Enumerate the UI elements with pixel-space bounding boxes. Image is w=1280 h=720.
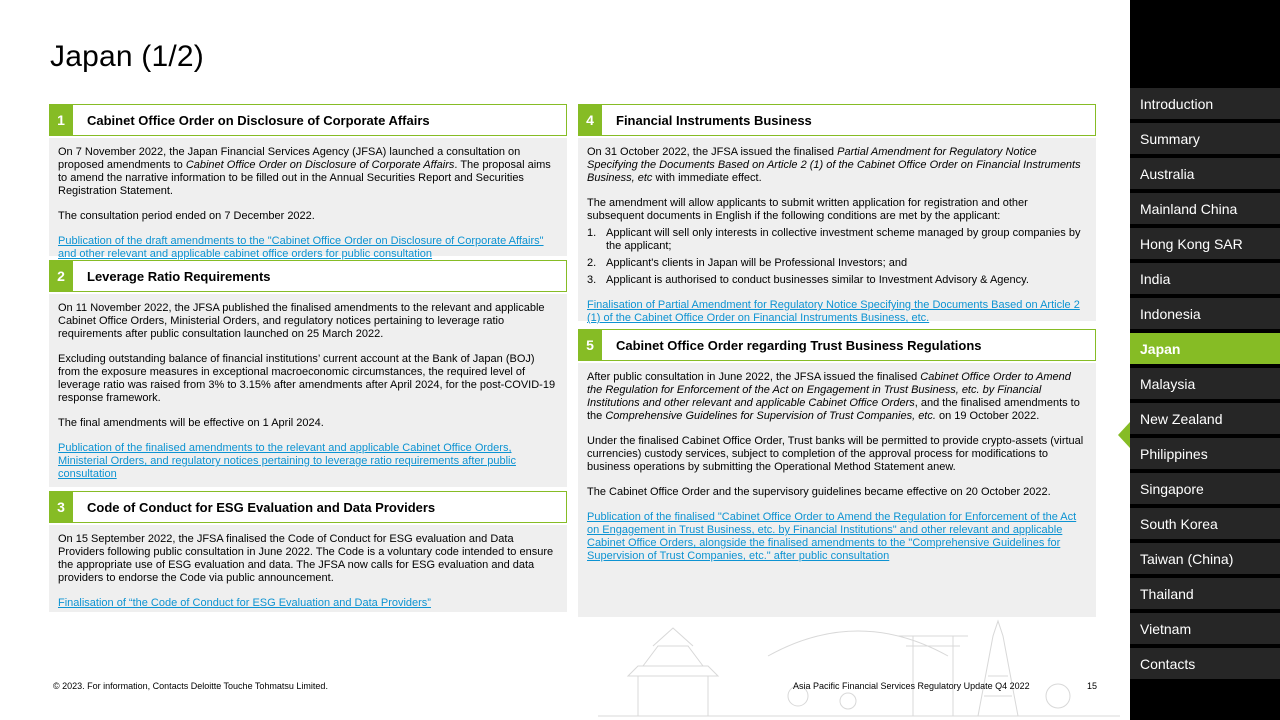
nav-item-thailand[interactable]: Thailand (1130, 578, 1280, 609)
section-2-link[interactable]: Publication of the finalised amendments to the relevant and applicable Cabinet Office Orders, Ministerial Orders, and regulatory notices pertaining to leverage ratio requirements after public consultation (58, 442, 516, 480)
nav-item-mainland-china[interactable]: Mainland China (1130, 193, 1280, 224)
sidebar-nav (1130, 88, 1280, 683)
nav-item-india[interactable]: India (1130, 263, 1280, 294)
right-column (578, 104, 1096, 617)
nav-item-new-zealand[interactable]: New Zealand (1130, 403, 1280, 434)
nav-item-malaysia[interactable]: Malaysia (1130, 368, 1280, 399)
nav-item-indonesia[interactable]: Indonesia (1130, 298, 1280, 329)
section-2-title: Leverage Ratio Requirements (87, 268, 271, 284)
section-2-number: 2 (49, 261, 73, 292)
nav-item-hong-kong-sar[interactable]: Hong Kong SAR (1130, 228, 1280, 259)
section-1-paragraph: On 7 November 2022, the Japan Financial Services Agency (JFSA) launched a consultation on proposed amendments to Cabinet Office Order on Disclosure of Corporate Affairs. The proposal aims to amend the narrative information to be filled out in the Annual Securities Report and Securities Registration Statement. (58, 146, 551, 197)
section-3-title: Code of Conduct for ESG Evaluation and Data Providers (87, 499, 436, 515)
section-2-paragraph: On 11 November 2022, the JFSA published the finalised amendments to the relevant and applicable Cabinet Office Orders, Ministerial Orders, and regulatory notices pertaining to leverage ratio requirements after public consultation launched on 25 March 2022. (58, 302, 545, 340)
left-column (49, 104, 567, 612)
nav-item-contacts[interactable]: Contacts (1130, 648, 1280, 679)
nav-item-summary[interactable]: Summary (1130, 123, 1280, 154)
section-5-paragraph: After public consultation in June 2022, the JFSA issued the finalised Cabinet Office Order to Amend the Regulation for Enforcement of the Act on Engagement in Trust Business, etc. by Financial Institutions and other relevant and applicable Cabinet Office Orders, and the finalised amendments to the Comprehensive Guidelines for Supervision of Trust Companies, etc. on 19 October 2022. (587, 371, 1080, 422)
section-3-number: 3 (49, 492, 73, 523)
list-item: 1. Applicant will sell only interests in collective investment scheme managed by group companies by the applicant; (587, 227, 1081, 252)
section-5-number: 5 (578, 330, 602, 361)
section-4-body (578, 138, 1096, 324)
active-pointer-icon (1118, 422, 1130, 448)
nav-item-taiwan-china[interactable]: Taiwan (China) (1130, 543, 1280, 574)
section-4-paragraph: On 31 October 2022, the JFSA issued the finalised Partial Amendment for Regulatory Notice Specifying the Documents Based on Article 2 (1) of the Cabinet Office Order on Financial Instruments Business, etc with immediate effect. (587, 146, 1081, 184)
nav-item-philippines[interactable]: Philippines (1130, 438, 1280, 469)
section-2-header (49, 260, 567, 292)
section-5-paragraph-3: The Cabinet Office Order and the supervisory guidelines became effective on 20 October 2022. (587, 486, 1051, 498)
list-item: 2. Applicant's clients in Japan will be Professional Investors; and (587, 257, 908, 269)
section-1-header (49, 104, 567, 136)
section-5-header (578, 329, 1096, 361)
page-title: Japan (1/2) (50, 40, 204, 73)
nav-item-vietnam[interactable]: Vietnam (1130, 613, 1280, 644)
section-2-paragraph-3: The final amendments will be effective on 1 April 2024. (58, 417, 324, 429)
nav-item-singapore[interactable]: Singapore (1130, 473, 1280, 504)
section-4-title: Financial Instruments Business (616, 112, 812, 128)
sidebar (1130, 0, 1280, 720)
section-4-link[interactable]: Finalisation of Partial Amendment for Regulatory Notice Specifying the Documents Based on Article 2 (1) of the Cabinet Office Order on Financial Instruments Business, etc. (587, 299, 1080, 324)
section-5-body (578, 363, 1096, 617)
footer-copyright: © 2023. For information, Contacts Deloitte Touche Tohmatsu Limited. (53, 681, 328, 691)
section-2-body (49, 294, 567, 487)
section-4-paragraph-2: The amendment will allow applicants to submit written application for registration and other subsequent documents in English if the following conditions are met by the applicant: (587, 197, 1028, 222)
section-1-link[interactable]: Publication of the draft amendments to the "Cabinet Office Order on Disclosure of Corporate Affairs" and other relevant and applicable cabinet office orders for public consultation (58, 235, 544, 260)
section-3-paragraph: On 15 September 2022, the JFSA finalised the Code of Conduct for ESG evaluation and Data Providers following public consultation in June 2022. The Code is a voluntary code intended to ensure the appropriate use of ESG evaluation and data. The JFSA now calls for ESG evaluation and data providers to endorse the Code via public announcement. (58, 533, 554, 584)
section-4-list (587, 227, 1086, 287)
section-3-body (49, 525, 567, 612)
section-5-paragraph-2: Under the finalised Cabinet Office Order, Trust banks will be permitted to provide crypto-assets (virtual currencies) custody services, subject to completion of the approval process for modifications to business operations by submitting the Operational Method Statement anew. (587, 435, 1084, 473)
nav-item-australia[interactable]: Australia (1130, 158, 1280, 189)
section-5-title: Cabinet Office Order regarding Trust Business Regulations (616, 337, 982, 353)
page-number: 15 (1087, 681, 1098, 691)
section-1-number: 1 (49, 105, 73, 136)
footer-publication: Asia Pacific Financial Services Regulatory Update Q4 2022 (793, 681, 1030, 691)
section-3-link[interactable]: Finalisation of “the Code of Conduct for ESG Evaluation and Data Providers” (58, 597, 431, 609)
nav-item-south-korea[interactable]: South Korea (1130, 508, 1280, 539)
section-2-paragraph-2: Excluding outstanding balance of financial institutions’ current account at the Bank of Japan (BOJ) from the exposure measures in exceptional macroeconomic circumstances, the required level of leverage ratio was raised from 3% to 3.15% after amendments after April 2024, for the post-COVID-19 response framework. (58, 353, 556, 404)
section-1-title: Cabinet Office Order on Disclosure of Corporate Affairs (87, 112, 430, 128)
list-item: 3. Applicant is authorised to conduct businesses similar to Investment Advisory & Agency. (587, 274, 1029, 286)
japan-skyline-illustration (598, 616, 1120, 720)
section-4-header (578, 104, 1096, 136)
section-4-number: 4 (578, 105, 602, 136)
section-1-body (49, 138, 567, 260)
nav-item-japan[interactable]: Japan (1130, 333, 1280, 364)
section-3-header (49, 491, 567, 523)
section-5-link[interactable]: Publication of the finalised "Cabinet Office Order to Amend the Regulation for Enforcement of the Act on Engagement in Trust Business, etc. by Financial Institutions" and other relevant and applicable Cabinet Office Orders, alongside the finalised amendments to the "Comprehensive Guidelines for Supervision of Trust Companies, etc." after public consultation (587, 511, 1077, 562)
section-1-paragraph-2: The consultation period ended on 7 December 2022. (58, 210, 315, 222)
nav-item-introduction[interactable]: Introduction (1130, 88, 1280, 119)
